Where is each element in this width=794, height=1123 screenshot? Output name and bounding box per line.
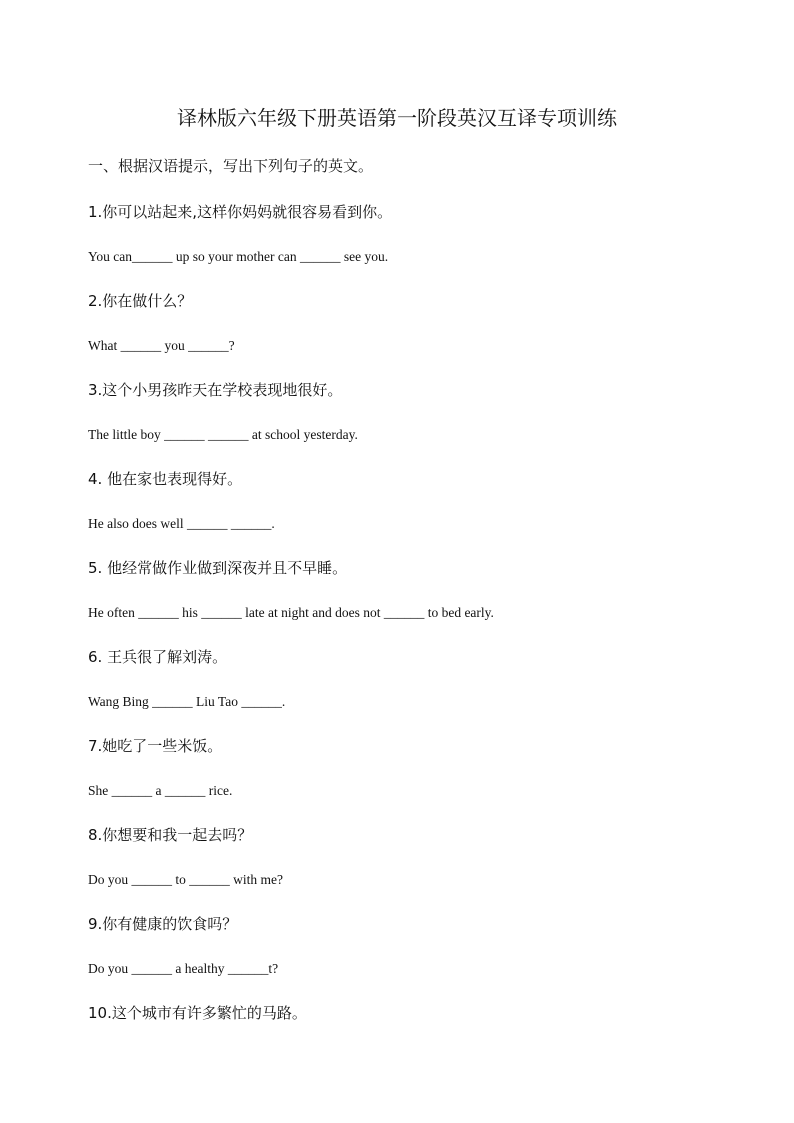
chinese-prompt: 8.你想要和我一起去吗？ [88, 826, 253, 844]
exercise-item-2 [88, 290, 768, 357]
exercise-item-3 [88, 379, 768, 446]
english-fill-in: He also does well ______ ______. [88, 516, 275, 531]
chinese-prompt: 9.你有健康的饮食吗？ [88, 915, 238, 933]
exercise-item-4 [88, 468, 768, 535]
page-title: 译林版六年级下册英语第一阶段英汉互译专项训练 [177, 106, 617, 130]
exercise-item-7 [88, 735, 768, 802]
english-fill-in: Wang Bing ______ Liu Tao ______. [88, 694, 286, 709]
exercise-item-5 [88, 557, 768, 624]
exercise-item-1 [88, 201, 768, 268]
chinese-prompt: 10.这个城市有许多繁忙的马路。 [88, 1004, 307, 1022]
english-fill-in: The little boy ______ ______ at school yesterday. [88, 427, 358, 442]
chinese-prompt: 5. 他经常做作业做到深夜并且不早睡。 [88, 559, 348, 577]
exercise-list [88, 201, 768, 1024]
exercise-item-6 [88, 646, 768, 713]
chinese-prompt: 7.她吃了一些米饭。 [88, 737, 223, 755]
section-heading: 一、根据汉语提示，写出下列句子的英文。 [88, 157, 374, 175]
chinese-prompt: 3.这个小男孩昨天在学校表现地很好。 [88, 381, 343, 399]
exercise-item-9 [88, 913, 768, 980]
english-fill-in: What ______ you ______? [88, 338, 235, 353]
chinese-prompt: 4. 他在家也表现得好。 [88, 470, 243, 488]
english-fill-in: You can______ up so your mother can ______ see you. [88, 249, 389, 264]
english-fill-in: He often ______ his ______ late at night and does not ______ to bed early. [88, 605, 494, 620]
english-fill-in: Do you ______ to ______ with me? [88, 872, 283, 887]
chinese-prompt: 1.你可以站起来,这样你妈妈就很容易看到你。 [88, 203, 393, 221]
english-fill-in: She ______ a ______ rice. [88, 783, 233, 798]
chinese-prompt: 2.你在做什么？ [88, 292, 193, 310]
exercise-item-10 [88, 1002, 768, 1024]
chinese-prompt: 6. 王兵很了解刘涛。 [88, 648, 228, 666]
exercise-item-8 [88, 824, 768, 891]
english-fill-in: Do you ______ a healthy ______t? [88, 961, 279, 976]
